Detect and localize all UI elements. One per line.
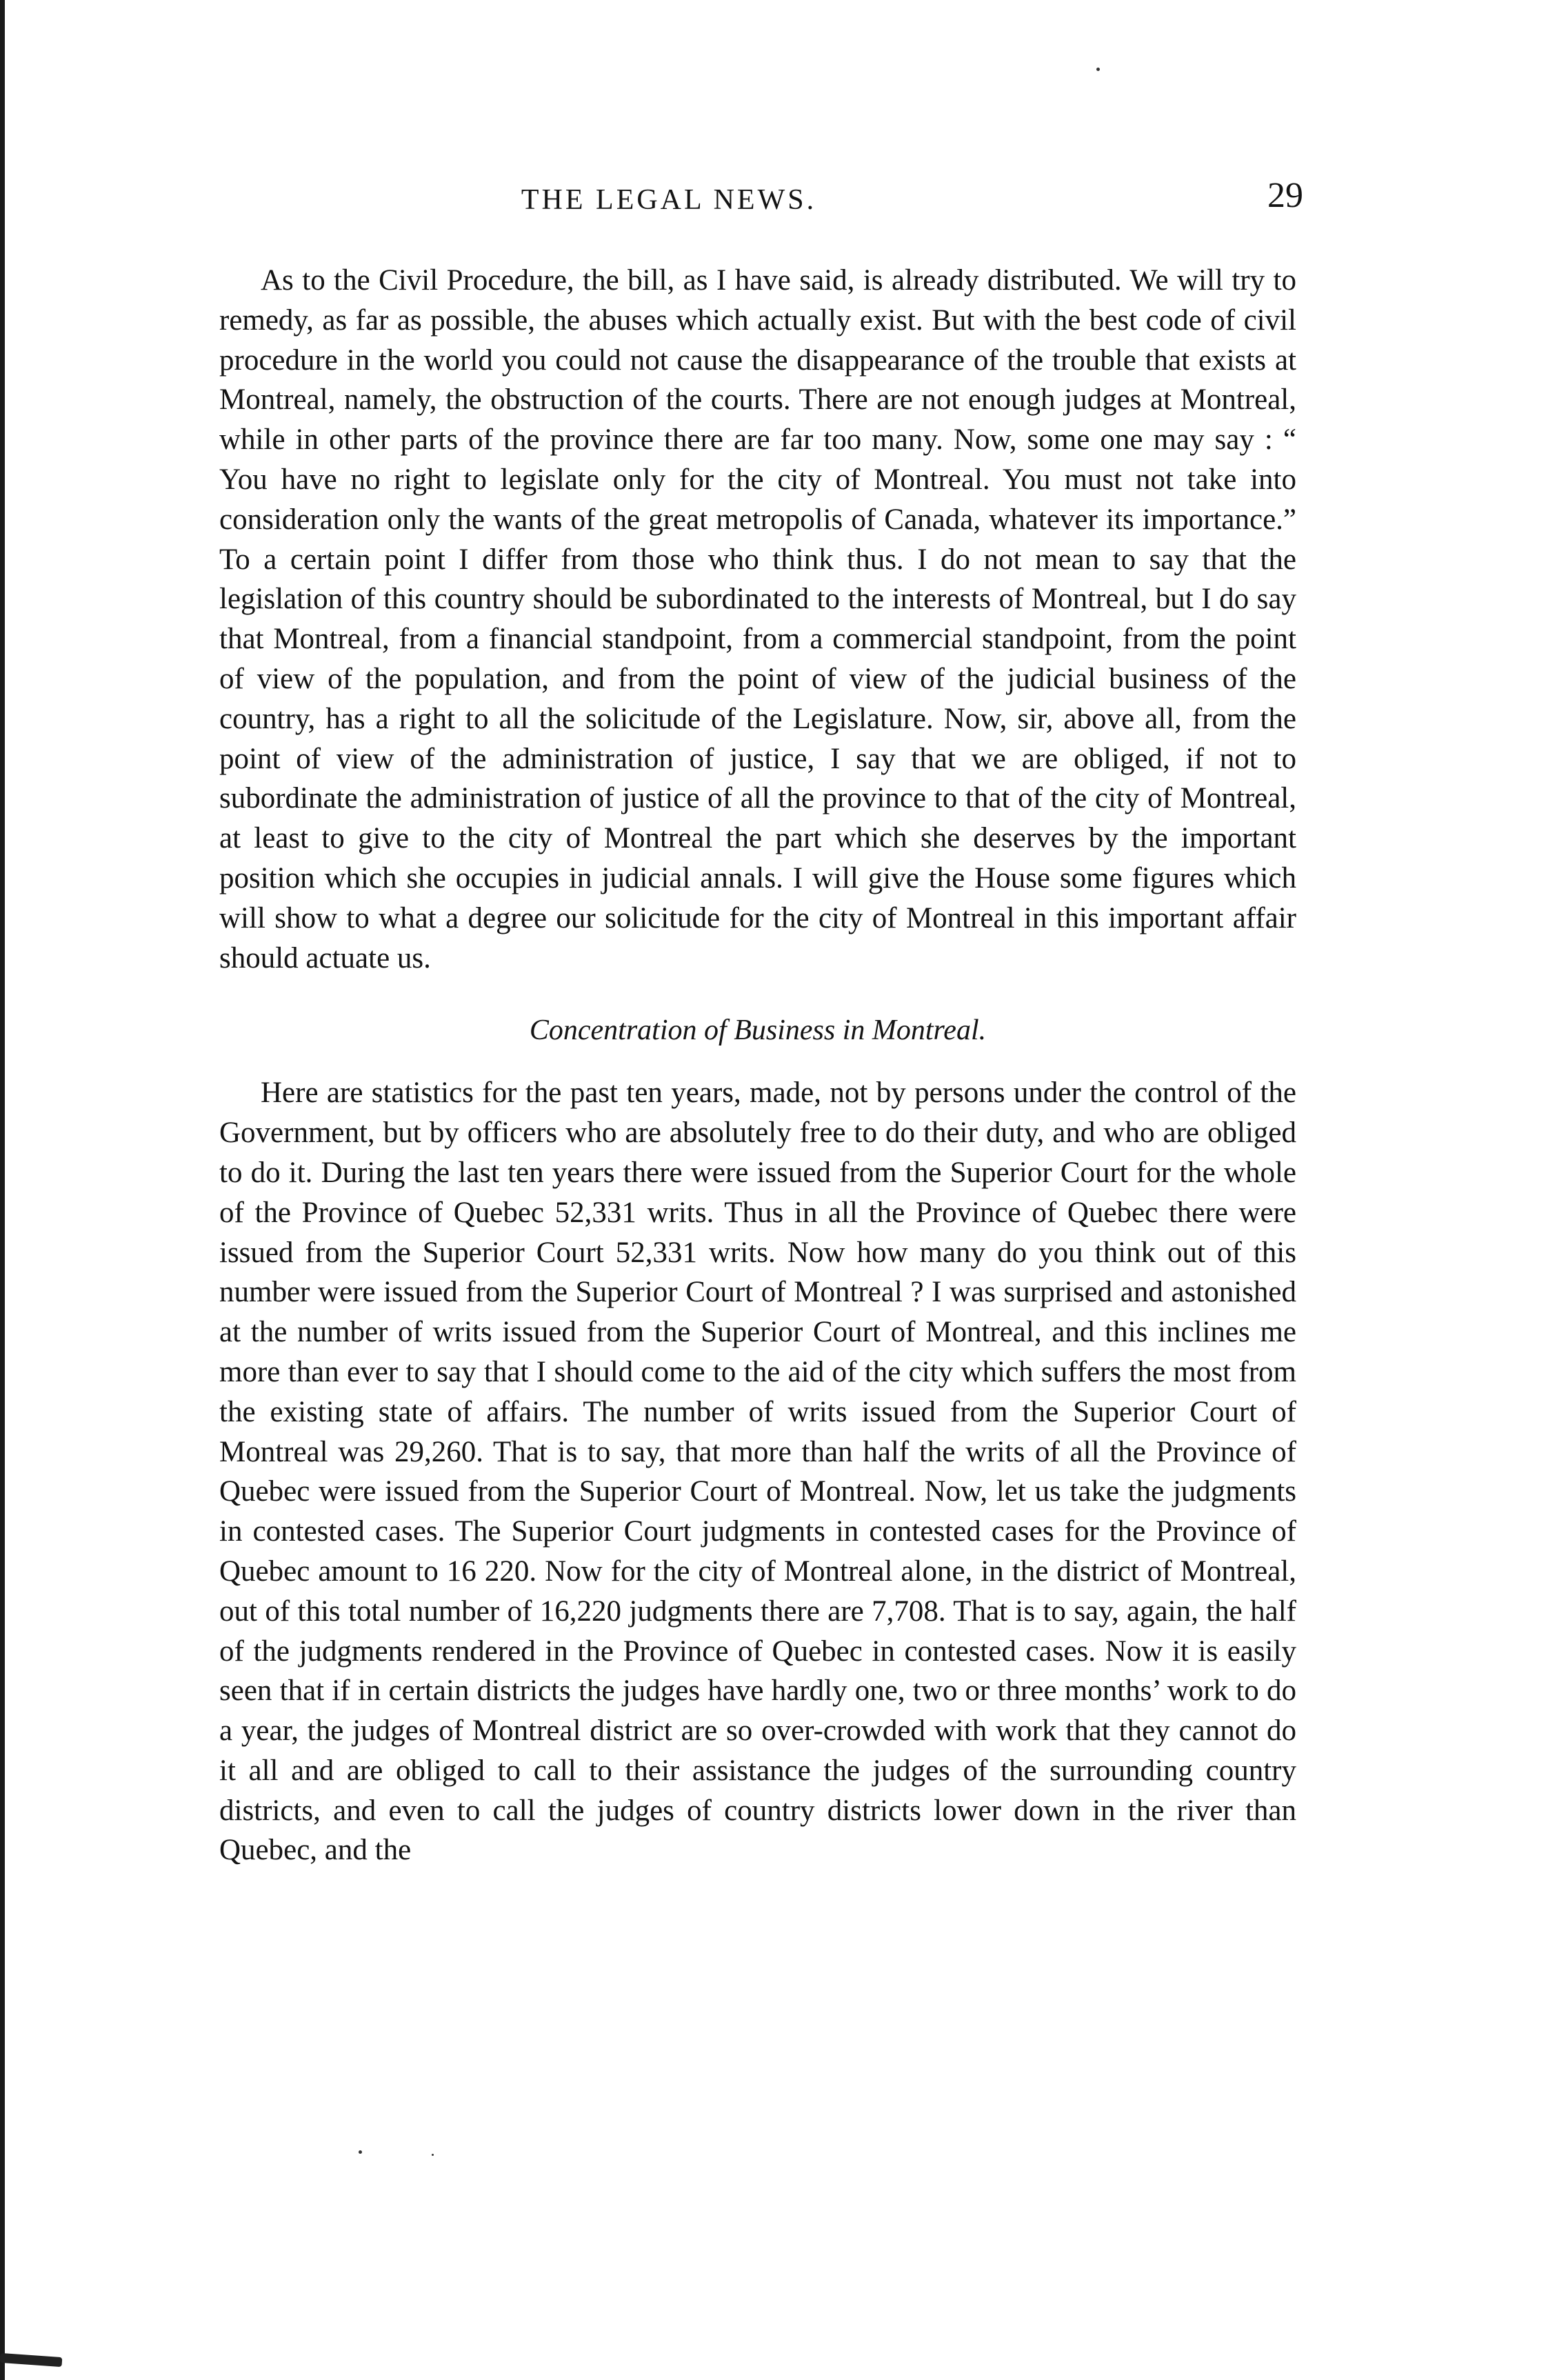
scan-speck: [359, 2150, 362, 2154]
page-number: 29: [1267, 176, 1303, 215]
paragraph: As to the Civil Procedure, the bill, as I have said, is already distributed. We will try to remedy, as far as possible, the abuses which actually exist. But with the best code of civil procedure in the world you could not cause the disappearance of the trouble that exists at Montreal, namely, the obstruction of the courts. There are not enough judges at Montreal, while in other parts of the province there are far too many. Now, some one may say : “ You have no right to legislate only for the city of Montreal. You must not take into consideration only the wants of the great metropolis of Canada, whatever its importance.” To a certain point I differ from those who think thus. I do not mean to say that the legislation of this country should be subordinated to the interests of Montreal, but I do say that Montreal, from a financial standpoint, from a commercial standpoint, from the point of view of the population, and from the point of view of the judicial business of the country, has a right to all the solicitude of the Legislature. Now, sir, above all, from the point of view of the administration of justice, I say that we are obliged, if not to subordinate the administration of justice of all the province to that of the city of Montreal, at least to give to the city of Montreal the part which she deserves by the important position which she occupies in judicial annals. I will give the House some figures which will show to what a degree our solicitude for the city of Montreal in this important affair should actuate us.: [219, 264, 1296, 974]
binding-edge-shadow: [0, 0, 5, 2380]
article-body: [219, 261, 1296, 1870]
running-head: THE LEGAL NEWS.: [521, 184, 817, 216]
scan-smudge: [0, 2353, 62, 2367]
scan-speck: [432, 2154, 434, 2156]
scan-speck: [1096, 68, 1100, 71]
section-heading: Concentration of Business in Montreal.: [529, 1014, 987, 1047]
paragraph: Here are statistics for the past ten years, made, not by persons under the control of the Government, but by officers who are absolutely free to do their duty, and who are obliged to do it. During the last ten years there were issued from the Superior Court for the whole of the Province of Quebec 52,331 writs. Thus in all the Province of Quebec there were issued from the Superior Court 52,331 writs. Now how many do you think out of this number were issued from the Superior Court of Montreal ? I was surprised and astonished at the number of writs issued from the Superior Court of Montreal, and this inclines me more than ever to say that I should come to the aid of the city which suffers the most from the existing state of affairs. The number of writs issued from the Superior Court of Montreal was 29,260. That is to say, that more than half the writs of all the Province of Quebec were issued from the Superior Court of Montreal. Now, let us take the judgments in contested cases. The Superior Court judgments in contested cases for the Province of Quebec amount to 16 220. Now for the city of Montreal alone, in the district of Montreal, out of this total number of 16,220 judgments there are 7,708. That is to say, again, the half of the judgments rendered in the Province of Quebec in contested cases. Now it is easily seen that if in certain districts the judges have hardly one, two or three months’ work to do a year, the judges of Montreal district are so over-crowded with work that they cannot do it all and are obliged to call to their assistance the judges of the surrounding country districts, and even to call the judges of country districts lower down in the river than Quebec, and the: [219, 1077, 1296, 1867]
